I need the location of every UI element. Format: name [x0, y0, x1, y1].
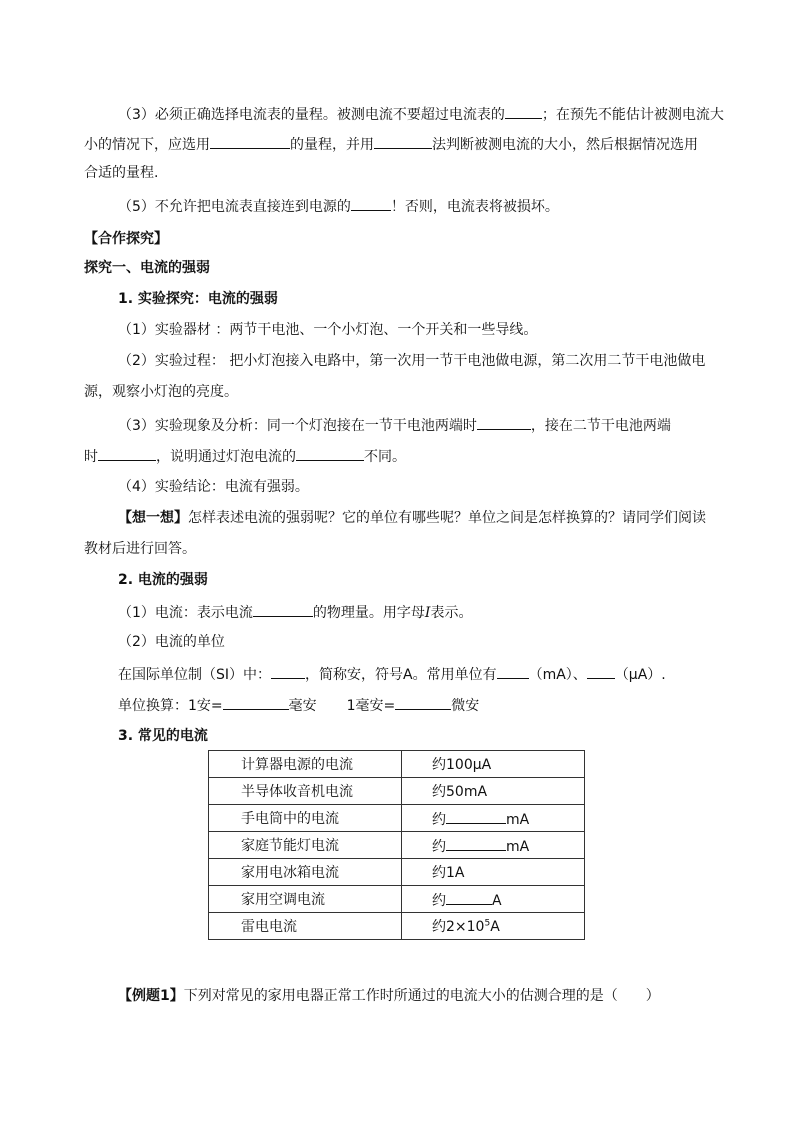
text: 的物理量。用字母 — [312, 605, 425, 621]
fill-blank[interactable] — [296, 445, 364, 461]
device-name: 家庭节能灯电流 — [209, 832, 402, 859]
fill-blank[interactable] — [253, 601, 313, 617]
think-line-2: 教材后进行回答。 — [84, 541, 196, 557]
si-unit-line — [118, 663, 666, 685]
text: 合适的量程. — [84, 165, 159, 181]
text: 不同。 — [364, 449, 406, 465]
text: （5）不允许把电流表直接连到电源的 — [118, 199, 351, 215]
text: （3）实验现象及分析：同一个灯泡接在一节干电池两端时 — [118, 418, 477, 434]
inquiry-1-title: 探究一、电流的强弱 — [84, 260, 210, 276]
fill-blank[interactable] — [271, 663, 305, 679]
current-value — [402, 832, 585, 859]
device-name: 手电筒中的电流 — [209, 805, 402, 832]
current-value — [402, 859, 585, 886]
text: （3）必须正确选择电流表的量程。被测电流不要超过电流表的 — [118, 107, 505, 123]
experiment-process-1: （2）实验过程： 把小灯泡接入电路中，第一次用一节干电池做电源，第二次用二节干电池做电 — [118, 353, 706, 369]
experiment-title: 1. 实验探究：电流的强弱 — [118, 291, 278, 307]
text: 法判断被测电流的大小，然后根据情况选用 — [432, 137, 698, 153]
table-row — [209, 832, 585, 859]
current-value — [402, 805, 585, 832]
exponent: 5 — [484, 918, 491, 929]
text: ；在预先不能估计被测电流大 — [541, 107, 724, 123]
fill-blank[interactable] — [98, 445, 156, 461]
table-body — [209, 751, 585, 940]
device-name: 家用空调电流 — [209, 886, 402, 913]
text: 在国际单位制（SI）中： — [118, 667, 272, 683]
text: 1毫安= — [346, 698, 396, 714]
example-tag: 【例题1】 — [118, 988, 184, 1004]
unit-text: mA — [506, 838, 530, 855]
text: 单位换算：1安= — [118, 698, 223, 714]
value-text: 约 — [432, 892, 446, 909]
value-text: 约50mA — [432, 784, 488, 800]
fill-blank[interactable] — [446, 889, 492, 905]
experiment-process-2: 源，观察小灯泡的亮度。 — [84, 384, 238, 400]
example-text: 下列对常见的家用电器正常工作时所通过的电流大小的估测合理的是（ ） — [183, 988, 660, 1004]
unit-title: （2）电流的单位 — [118, 634, 225, 650]
text: 时 — [84, 449, 98, 465]
text: 小的情况下，应选用 — [84, 137, 210, 153]
fill-blank[interactable] — [351, 195, 391, 211]
unit-text: mA — [506, 811, 530, 828]
common-currents-title: 3. 常见的电流 — [118, 728, 208, 744]
fill-blank[interactable] — [395, 694, 451, 710]
device-name: 雷电电流 — [209, 913, 402, 940]
text: 怎样表述电流的强弱呢？它的单位有哪些呢？单位之间是怎样换算的？请同学们阅读 — [188, 510, 706, 526]
fill-blank[interactable] — [446, 835, 506, 851]
experiment-equipment: （1）实验器材 ：两节干电池、一个小灯泡、一个开关和一些导线。 — [118, 322, 538, 338]
current-value — [402, 886, 585, 913]
current-value — [402, 913, 585, 940]
fill-blank[interactable] — [497, 663, 529, 679]
text: 表示。 — [430, 605, 473, 621]
think-line-1 — [118, 508, 706, 528]
experiment-phenomenon-2 — [84, 445, 406, 467]
value-text: 约2×10 — [432, 919, 485, 935]
item-3-line1 — [118, 103, 724, 125]
current-value — [402, 778, 585, 805]
fill-blank[interactable] — [587, 663, 615, 679]
example-1 — [118, 986, 660, 1006]
text: ，说明通过灯泡电流的 — [156, 449, 296, 465]
symbol-letter: I — [424, 605, 431, 621]
section-title: 【合作探究】 — [84, 231, 168, 247]
text: 的量程，并用 — [290, 137, 374, 153]
experiment-phenomenon-1 — [118, 414, 671, 436]
device-name: 半导体收音机电流 — [209, 778, 402, 805]
fill-blank[interactable] — [505, 103, 542, 119]
current-value — [402, 751, 585, 778]
value-text: 约100μA — [432, 757, 492, 773]
value-text: 约1A — [432, 865, 465, 881]
text: （mA）、 — [528, 667, 587, 683]
fill-blank[interactable] — [223, 694, 289, 710]
fill-blank[interactable] — [446, 808, 506, 824]
think-tag: 【想一想】 — [118, 510, 188, 526]
device-name: 计算器电源的电流 — [209, 751, 402, 778]
common-currents-table — [208, 750, 585, 940]
table-row — [209, 805, 585, 832]
item-5-line — [118, 195, 559, 217]
text: ，接在二节干电池两端 — [530, 418, 671, 434]
unit-text: A — [492, 892, 502, 909]
table-row — [209, 778, 585, 805]
current-definition — [118, 601, 472, 623]
table-row — [209, 913, 585, 940]
text: 微安 — [451, 698, 480, 714]
text: （μA）. — [614, 667, 666, 683]
text: （1）电流：表示电流 — [118, 605, 253, 621]
table-row — [209, 859, 585, 886]
text: ，简称安，符号A。常用单位有 — [305, 667, 497, 683]
unit-conversion-line — [118, 694, 479, 716]
text: ！否则，电流表将被损坏。 — [390, 199, 559, 215]
item-3-line2 — [84, 133, 698, 155]
value-text: 约 — [432, 838, 446, 855]
device-name: 家用电冰箱电流 — [209, 859, 402, 886]
experiment-conclusion: （4）实验结论：电流有强弱。 — [118, 479, 309, 495]
fill-blank[interactable] — [210, 133, 290, 149]
strength-title: 2. 电流的强弱 — [118, 572, 208, 588]
table-row — [209, 886, 585, 913]
table-row — [209, 751, 585, 778]
value-text: 约 — [432, 811, 446, 828]
item-3-line3 — [84, 163, 158, 183]
fill-blank[interactable] — [477, 414, 531, 430]
unit-text: A — [490, 919, 500, 935]
text: 毫安 — [288, 698, 317, 714]
fill-blank[interactable] — [374, 133, 432, 149]
